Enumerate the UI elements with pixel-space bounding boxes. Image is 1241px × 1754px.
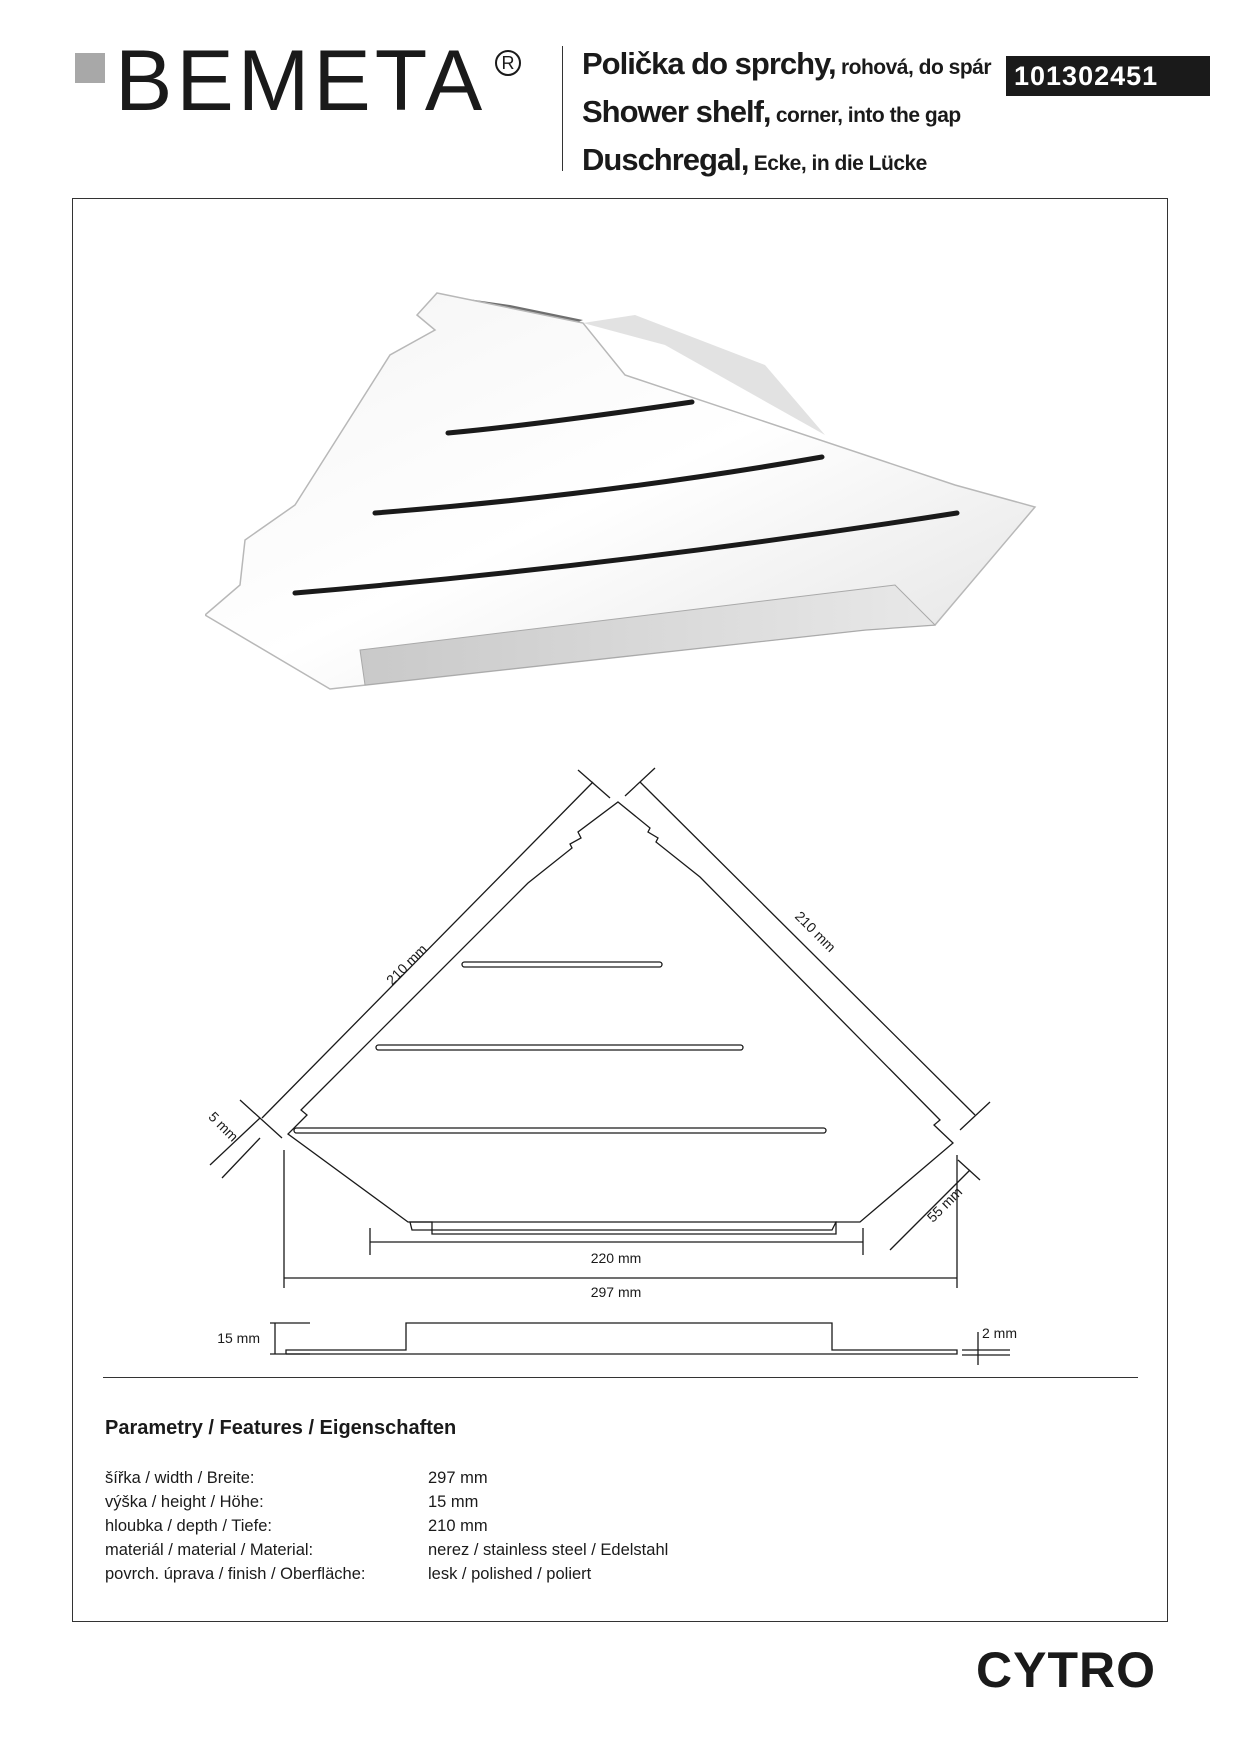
dim-gap-label: 5 mm — [205, 1108, 242, 1145]
param-label-finish: povrch. úprava / finish / Oberfläche: — [105, 1565, 366, 1583]
param-label-depth: hloubka / depth / Tiefe: — [105, 1517, 272, 1535]
param-label-height: výška / height / Höhe: — [105, 1493, 264, 1511]
dim-left-label: 210 mm — [382, 940, 431, 989]
title-de-sub: Ecke, in die Lücke — [748, 152, 927, 175]
drawing-shelf-outline — [288, 802, 953, 1234]
param-label-width: šířka / width / Breite: — [105, 1469, 255, 1487]
technical-drawing — [200, 760, 1040, 1370]
drawing-slot-3 — [294, 1128, 826, 1133]
brand-logo: BEMETA — [115, 33, 487, 129]
logo-mark — [75, 53, 105, 83]
param-label-material: materiál / material / Material: — [105, 1541, 314, 1559]
title-cz — [582, 48, 991, 79]
drawing-side-profile — [286, 1323, 957, 1354]
title-de — [582, 144, 927, 175]
dim-height-label: 15 mm — [217, 1330, 260, 1346]
dim-edge-ext — [958, 1160, 980, 1180]
product-code: 101302451 — [1006, 56, 1210, 96]
drawing-slot-1 — [462, 962, 662, 967]
title-en — [582, 96, 961, 127]
series-name: CYTRO — [976, 1642, 1156, 1698]
dim-gap-ext — [222, 1138, 260, 1178]
title-cz-main: Polička do sprchy, — [582, 46, 836, 81]
param-value-finish: lesk / polished / poliert — [428, 1565, 592, 1583]
dim-right-label: 210 mm — [791, 907, 840, 956]
title-cz-sub: rohová, do spár — [835, 56, 992, 79]
param-value-height: 15 mm — [428, 1493, 479, 1511]
dim-edge-label: 55 mm — [923, 1183, 966, 1226]
drawing-shelf-inner — [410, 1222, 836, 1230]
section-divider — [103, 1377, 1138, 1378]
title-en-sub: corner, into the gap — [770, 104, 961, 127]
param-value-material: nerez / stainless steel / Edelstahl — [428, 1541, 669, 1559]
dim-thick-label: 2 mm — [982, 1325, 1017, 1341]
params-title: Parametry / Features / Eigenschaften — [105, 1417, 457, 1439]
drawing-slot-2 — [376, 1045, 743, 1050]
param-value-depth: 210 mm — [428, 1517, 488, 1535]
dim-inner-label: 220 mm — [590, 1250, 642, 1266]
dim-left-ext-2 — [578, 770, 610, 798]
param-value-width: 297 mm — [428, 1469, 488, 1487]
title-de-main: Duschregal, — [582, 142, 749, 177]
dim-right-ext-2 — [960, 1102, 990, 1130]
registered-mark: R — [495, 50, 521, 76]
product-photo — [205, 285, 1045, 695]
dim-left-ext-1 — [240, 1100, 282, 1138]
dim-total-label: 297 mm — [590, 1284, 642, 1300]
dim-right-line — [640, 782, 975, 1115]
title-en-main: Shower shelf, — [582, 94, 771, 129]
header-divider — [562, 46, 563, 171]
